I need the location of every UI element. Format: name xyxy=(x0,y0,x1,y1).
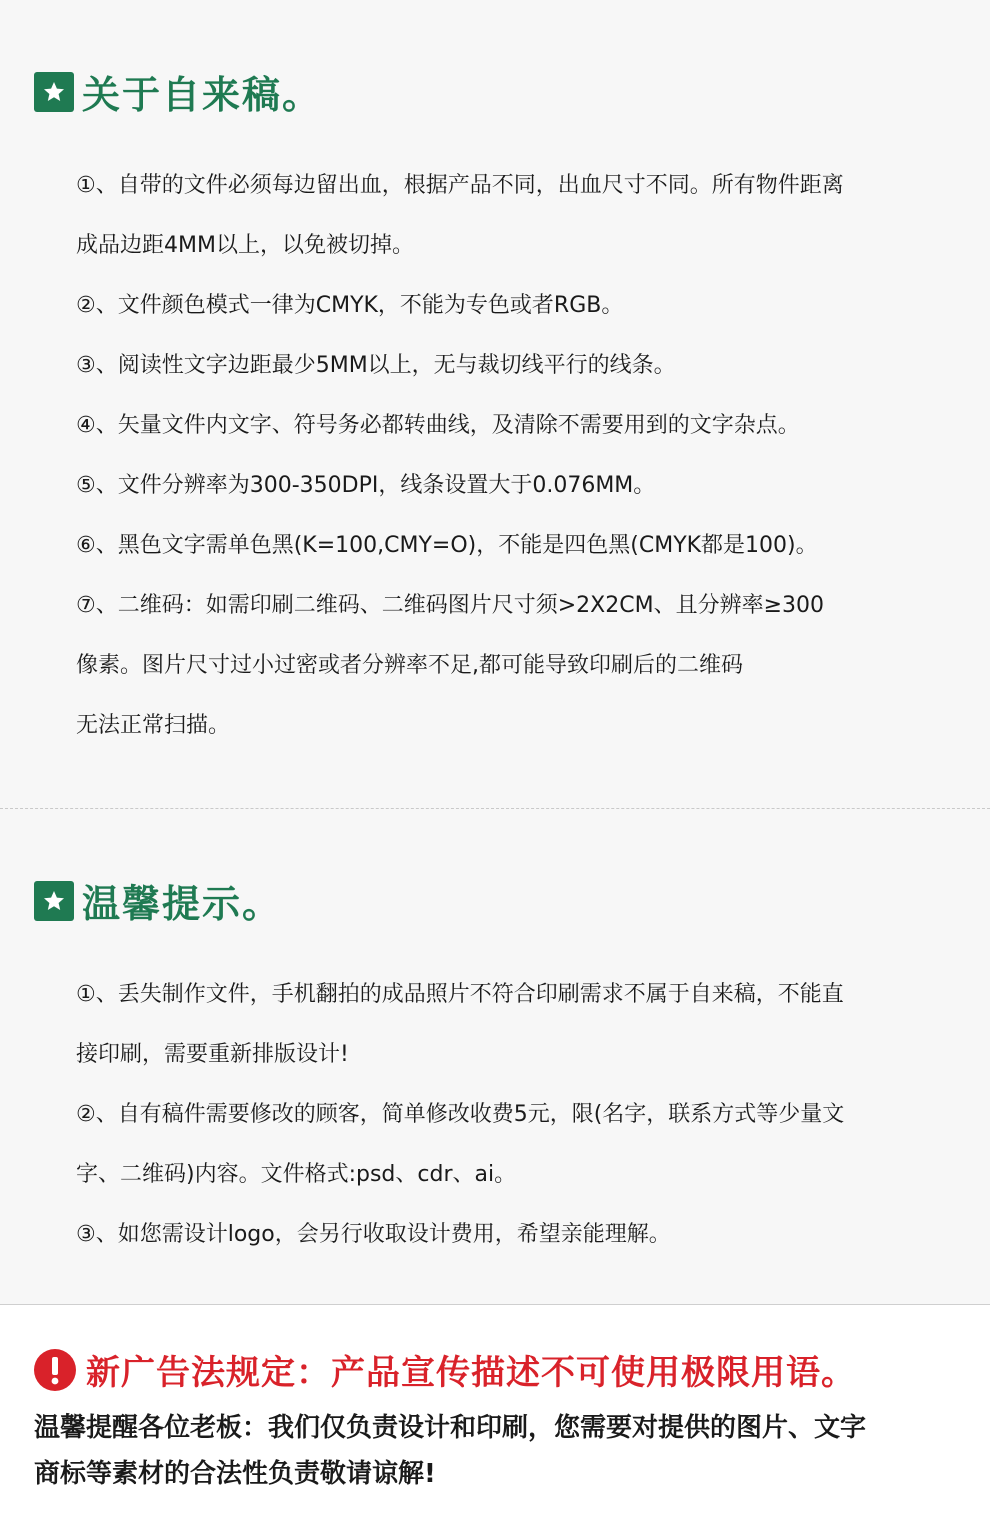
rule-line: ⑥、黑色文字需单色黑(K=100,CMY=O)，不能是四色黑(CMYK都是100)。 xyxy=(76,533,818,558)
rule-line: ⑤、文件分辨率为300-350DPI，线条设置大于0.076MM。 xyxy=(76,473,656,498)
tips-list xyxy=(76,973,960,1273)
notice-line: 商标等素材的合法性负责敬请谅解! xyxy=(34,1459,436,1489)
tips-title: 温馨提示。 xyxy=(82,882,283,926)
rule-line: ⑦、二维码：如需印刷二维码、二维码图片尺寸须>2X2CM、且分辨率≥300 xyxy=(76,593,824,618)
about-title: 关于自来稿。 xyxy=(82,73,323,117)
tip-line: ①、丢失制作文件，手机翻拍的成品照片不符合印刷需求不属于自来稿，不能直 xyxy=(76,982,844,1007)
rule-line: ④、矢量文件内文字、符号务必都转曲线，及清除不需要用到的文字杂点。 xyxy=(76,413,800,438)
rule-line: ①、自带的文件必须每边留出血，根据产品不同，出血尺寸不同。所有物件距离 xyxy=(76,173,844,198)
notice-line: 温馨提醒各位老板：我们仅负责设计和印刷，您需要对提供的图片、文字 xyxy=(34,1413,867,1443)
exclamation-icon xyxy=(34,1349,76,1391)
warning-section xyxy=(0,1305,990,1519)
warning-title: 新广告法规定：产品宣传描述不可使用极限用语。 xyxy=(86,1353,856,1393)
tip-line: ②、自有稿件需要修改的顾客，简单修改收费5元，限(名字，联系方式等少量文 xyxy=(76,1102,845,1127)
warning-heading xyxy=(34,1345,856,1394)
about-rules xyxy=(76,164,960,764)
rule-line: ②、文件颜色模式一律为CMYK，不能为专色或者RGB。 xyxy=(76,293,624,318)
about-heading xyxy=(34,64,322,119)
warning-notice xyxy=(34,1405,970,1497)
rule-line: 成品边距4MM以上，以免被切掉。 xyxy=(76,233,414,258)
rule-line: 无法正常扫描。 xyxy=(76,713,231,738)
tips-section xyxy=(0,809,990,1305)
rule-line: ③、阅读性文字边距最少5MM以上，无与裁切线平行的线条。 xyxy=(76,353,676,378)
star-icon xyxy=(34,881,74,921)
star-icon xyxy=(34,72,74,112)
rule-line: 像素。图片尺寸过小过密或者分辨率不足,都可能导致印刷后的二维码 xyxy=(76,653,743,678)
tip-line: 字、二维码)内容。文件格式:psd、cdr、ai。 xyxy=(76,1162,517,1187)
tips-heading xyxy=(34,873,282,928)
tip-line: 接印刷，需要重新排版设计! xyxy=(76,1042,349,1067)
tip-line: ③、如您需设计logo，会另行收取设计费用，希望亲能理解。 xyxy=(76,1222,671,1247)
